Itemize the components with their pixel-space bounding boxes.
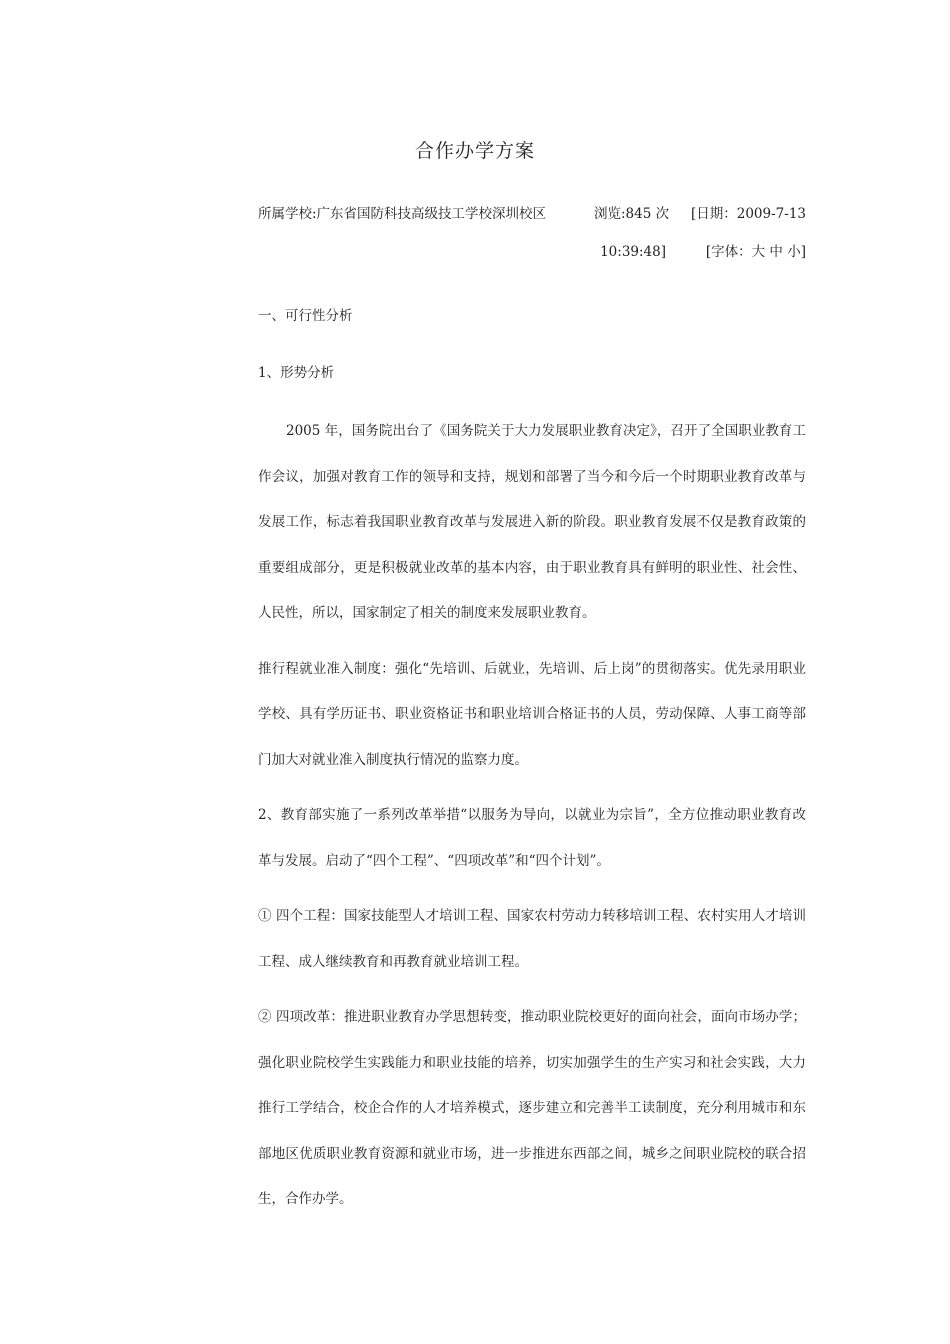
section-heading-feasibility: 一、可行性分析 bbox=[258, 308, 353, 324]
paragraph-four-reforms: ② 四项改革：推进职业教育办学思想转变，推动职业院校更好的面向社会，面向市场办学；强化职业院校学生实践能力和职业技能的培养，切实加强学生的生产实习和社会实践，大力推行工学结合，校企合作的人才培养模式，逐步建立和完善半工读制度，充分利用城市和东部地区优质职业教育资源和就业市场，进一步推进东西部之间，城乡之间职业院校的联合招生，合作办学。 bbox=[258, 1009, 806, 1207]
page-title: 合作办学方案 bbox=[414, 140, 535, 162]
publish-date: [日期：2009-7-13 bbox=[690, 206, 806, 222]
meta-line-1 bbox=[258, 204, 806, 224]
paragraph-reform-measures: 2、教育部实施了一系列改革举措“以服务为导向，以就业为宗旨”，全方位推动职业教育改革与发展。启动了“四个工程”、“四项改革”和“四个计划”。 bbox=[258, 807, 806, 869]
paragraph-policy-2005: 2005 年，国务院出台了《国务院关于大力发展职业教育决定》，召开了全国职业教育工作会议，加强对教育工作的领导和支持，规划和部署了当今和今后一个时期职业教育改革与发展工作，标志着我国职业教育改革与发展进入新的阶段。职业教育发展不仅是教育政策的重要组成部分，更是积极就业改革的基本内容，由于职业教育具有鲜明的职业性、社会性、人民性，所以，国家制定了相关的制度来发展职业教育。 bbox=[258, 423, 806, 621]
publish-time: 10:39:48] bbox=[600, 244, 666, 260]
font-size-selector[interactable]: [字体：大 中 小] bbox=[705, 244, 806, 260]
paragraph-employment-access: 推行程就业准入制度：强化“先培训、后就业，先培训、后上岗”的贯彻落实。优先录用职业学校、具有学历证书、职业资格证书和职业培训合格证书的人员，劳动保障、人事工商等部门加大对就业准入制度执行情况的监察力度。 bbox=[258, 660, 806, 768]
document-body bbox=[258, 204, 806, 1223]
view-count: 浏览:845 次 bbox=[594, 206, 670, 222]
school-info: 所属学校:广东省国防科技高级技工学校深圳校区 bbox=[258, 206, 547, 222]
paragraph-four-projects: ① 四个工程：国家技能型人才培训工程、国家农村劳动力转移培训工程、农村实用人才培训工程、成人继续教育和再教育就业培训工程。 bbox=[258, 908, 806, 970]
meta-line-2 bbox=[258, 242, 806, 262]
subsection-heading-situation: 1、形势分析 bbox=[258, 365, 335, 381]
